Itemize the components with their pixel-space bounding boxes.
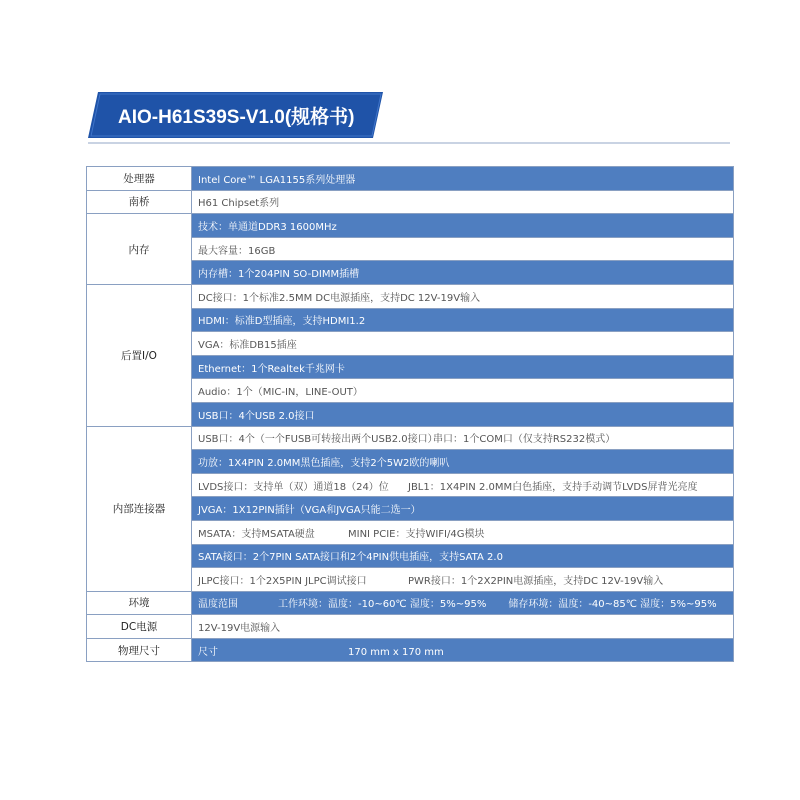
value-cell — [192, 190, 734, 214]
spec-row — [87, 284, 734, 308]
value-text: DC接口：1个标准2.5MM DC电源插座，支持DC 12V-19V输入 — [198, 292, 481, 304]
value-cell — [192, 497, 734, 521]
value-text-secondary: 串口：1个COM口（仅支持RS232模式） — [433, 434, 616, 446]
value-text: Ethernet：1个Realtek千兆网卡 — [198, 363, 345, 375]
value-cell — [192, 520, 734, 544]
spec-row — [87, 638, 734, 662]
value-text: MSATA：支持MSATA硬盘 — [198, 528, 315, 540]
spec-row — [87, 167, 734, 191]
value-text: VGA：标准DB15插座 — [198, 339, 297, 351]
category-cell: DC电源 — [87, 615, 192, 639]
value-cell — [192, 355, 734, 379]
value-cell — [192, 379, 734, 403]
value-cell — [192, 167, 734, 191]
value-text: LVDS接口：支持单（双）通道18（24）位 — [198, 481, 389, 493]
value-cell — [192, 332, 734, 356]
value-text-secondary: 170 mm x 170 mm — [348, 646, 444, 658]
value-cell — [192, 450, 734, 474]
value-text: 尺寸 — [198, 646, 218, 658]
value-cell — [192, 638, 734, 662]
value-text: 12V-19V电源输入 — [198, 623, 281, 635]
spec-row — [87, 591, 734, 615]
spec-table — [86, 166, 734, 662]
value-cell — [192, 568, 734, 592]
value-text: USB口：4个（一个FUSB可转接出两个USB2.0接口） — [198, 434, 438, 446]
value-text-secondary: PWR接口：1个2X2PIN电源插座，支持DC 12V-19V输入 — [408, 575, 664, 587]
value-text: 技术：单通道DDR3 1600MHz — [198, 221, 337, 233]
value-cell — [192, 308, 734, 332]
value-cell — [192, 473, 734, 497]
value-text-secondary: JBL1：1X4PIN 2.0MM白色插座，支持手动调节LVDS屏背光亮度 — [408, 481, 698, 493]
spec-row — [87, 426, 734, 450]
category-cell: 内部连接器 — [87, 426, 192, 591]
category-cell: 环境 — [87, 591, 192, 615]
value-cell — [192, 544, 734, 568]
title-banner — [88, 92, 383, 138]
value-cell — [192, 284, 734, 308]
value-text: H61 Chipset系列 — [198, 198, 280, 210]
value-cell — [192, 214, 734, 238]
value-text: 功放：1X4PIN 2.0MM黑色插座，支持2个5W2欧的喇叭 — [198, 457, 450, 469]
value-text: 温度范围 — [198, 599, 238, 611]
value-text: USB口：4个USB 2.0接口 — [198, 410, 315, 422]
value-text: Intel Core™ LGA1155系列处理器 — [198, 174, 356, 186]
category-cell: 南桥 — [87, 190, 192, 214]
title-underline — [88, 142, 730, 144]
spec-row — [87, 214, 734, 238]
value-text-secondary: 工作环境：温度：-10~60℃ 湿度：5%~95% — [278, 599, 487, 611]
document-title: AIO-H61S39S-V1.0(规格书) — [118, 107, 355, 128]
value-text: JVGA：1X12PIN插针（VGA和JVGA只能二选一） — [198, 505, 421, 517]
value-text: 内存槽：1个204PIN SO-DIMM插槽 — [198, 269, 360, 281]
value-cell — [192, 402, 734, 426]
category-cell: 物理尺寸 — [87, 638, 192, 662]
value-text: 最大容量：16GB — [198, 245, 276, 257]
value-cell — [192, 426, 734, 450]
value-cell — [192, 261, 734, 285]
value-text: HDMI：标准D型插座，支持HDMI1.2 — [198, 316, 366, 328]
value-cell — [192, 237, 734, 261]
value-cell — [192, 591, 734, 615]
value-text: Audio：1个（MIC-IN，LINE-OUT） — [198, 387, 363, 399]
spec-row — [87, 190, 734, 214]
value-text: SATA接口：2个7PIN SATA接口和2个4PIN供电插座，支持SATA 2.0 — [198, 552, 503, 564]
value-cell — [192, 615, 734, 639]
category-cell: 后置I/O — [87, 284, 192, 426]
category-cell: 处理器 — [87, 167, 192, 191]
value-text: JLPC接口：1个2X5PIN JLPC调试接口 — [198, 575, 367, 587]
value-text-secondary: MINI PCIE：支持WIFI/4G模块 — [348, 528, 485, 540]
value-text-tertiary: 储存环境：温度：-40~85℃ 湿度：5%~95% — [508, 599, 717, 611]
spec-row — [87, 615, 734, 639]
category-cell: 内存 — [87, 214, 192, 285]
